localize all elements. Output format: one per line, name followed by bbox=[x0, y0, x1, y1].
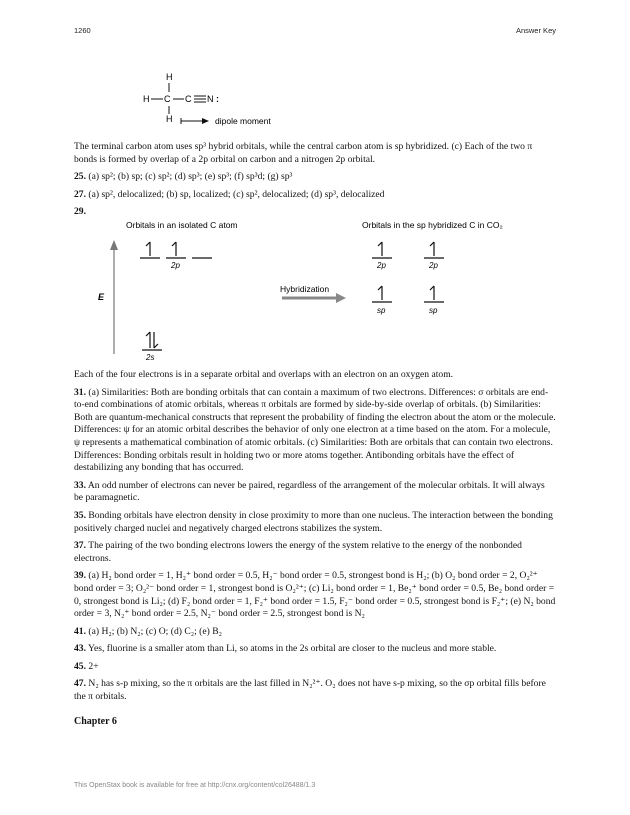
answer-35 bbox=[74, 510, 556, 535]
atom-h-top: H bbox=[166, 72, 173, 82]
answer-text: N₂ has s-p mixing, so the π orbitals are the last filled in N₂²⁺. O₂ does not have s-p mixing, so the σp orbital fills before the π orbitals. bbox=[74, 678, 546, 703]
answer-text: (a) Similarities: Both are bonding orbitals that can contain a maximum of two electrons. Differences: σ orbitals are end-to-end combinations of atomic orbitals, whereas π orbitals are formed by side-by-side overlap of orbitals. (b) Similarities: Both are quantum-mechanical constructs that represent the probability of finding the electron about the atom or the molecule. Differences: ψ for an atomic orbital describes the behavior of only one electron at a time based on the atom. For a molecule, ψ represents a mathematical combination of atomic orbitals. (c) Similarities: Both are orbitals that can contain two electrons. Differences: Bonding orbitals result in holding two or more atoms together. Antibonding orbitals have the effect of destabilizing any bonding that has occurred. bbox=[74, 386, 556, 474]
right-title: Orbitals in the sp hybridized C in CO₂ bbox=[362, 220, 503, 230]
answer-text: (a) H₂ bond order = 1, H₂⁺ bond order = 0.5, H₂⁻ bond order = 0.5, strongest bond is H₂; (b) O₂ bond order = 2, O₂²⁺ bond order = 3; O₂²⁻ bond order = 1, strongest bond is O₂²⁺; (c) Li₂ bond order = 1, Be₂⁺ bond order = 0.5, Be₂ bond order = 0, strongest bond is Li₂; (d) F₂ bond order = 1, F₂⁺ bond order = 1.5, F₂⁻ bond order = 0.5, strongest bond is F₂⁺; (e) N₂ bond order = 3, N₂⁺ bond order = 2.5, N₂⁻ bond order = 2.5, strongest bond is N₂ bbox=[74, 570, 556, 620]
q-number: 31. bbox=[74, 386, 86, 398]
answer-text: (a) sp², delocalized; (b) sp, localized; (c) sp², delocalized; (d) sp³, delocalized bbox=[88, 188, 385, 200]
chapter-heading: Chapter 6 bbox=[74, 715, 117, 727]
answer-text: (a) H₂; (b) N₂; (c) O; (d) C₂; (e) B₂ bbox=[88, 625, 222, 637]
answer-text: 2+ bbox=[88, 660, 99, 672]
answer-25 bbox=[74, 171, 556, 184]
orbital-label-sp: sp bbox=[429, 306, 438, 315]
dipole-label: dipole moment bbox=[215, 116, 271, 126]
answer-text: An odd number of electrons can never be paired, regardless of the arrangement of the molecular orbitals. It will always be paramagnetic. bbox=[74, 479, 545, 504]
page-number: 1260 bbox=[74, 26, 91, 35]
q-number: 35. bbox=[74, 509, 86, 521]
orbital-label-2p: 2p bbox=[429, 261, 438, 270]
answer-45 bbox=[74, 661, 556, 674]
energy-label: E bbox=[98, 292, 105, 302]
answer-29-caption: Each of the four electrons is in a separate orbital and overlaps with an electron on an oxygen atom. bbox=[74, 369, 454, 380]
q-number: 45. bbox=[74, 660, 86, 672]
answer-43 bbox=[74, 643, 556, 656]
answer-39 bbox=[74, 570, 556, 620]
answer-text: The pairing of the two bonding electrons lowers the energy of the system relative to the energy of the nonbonded electrons. bbox=[74, 540, 522, 564]
orbital-label-2p: 2p bbox=[377, 261, 386, 270]
q-number: 47. bbox=[74, 678, 86, 690]
answer-47 bbox=[74, 678, 556, 703]
energy-arrow-icon bbox=[110, 240, 118, 250]
q-number: 41. bbox=[74, 625, 86, 637]
orbital-diagram bbox=[74, 216, 556, 366]
atom-h-left: H bbox=[143, 94, 150, 104]
answer-31 bbox=[74, 387, 556, 475]
q-number: 39. bbox=[74, 570, 86, 582]
q-number: 25. bbox=[74, 171, 86, 183]
q-number: 37. bbox=[74, 540, 86, 552]
lone-pair: : bbox=[216, 94, 219, 104]
answer-41 bbox=[74, 626, 556, 639]
atom-n: N bbox=[207, 94, 214, 104]
answer-text: Yes, fluorine is a smaller atom than Li, so atoms in the 2s orbital are closer to the nucleus and more stable. bbox=[88, 643, 497, 655]
arrow-right-icon bbox=[336, 293, 346, 303]
answer-37 bbox=[74, 540, 556, 565]
answer-23b: The terminal carbon atom uses sp³ hybrid orbitals, while the central carbon atom is sp hybridized. (c) Each of the two π bonds is formed by overlap of a 2p orbital on carbon and a nitrogen 2p orbital. bbox=[74, 141, 533, 165]
q-number: 27. bbox=[74, 188, 86, 200]
left-title: Orbitals in an isolated C atom bbox=[126, 220, 238, 230]
hybridization-label: Hybridization bbox=[280, 284, 330, 294]
answer-text: (a) sp²; (b) sp; (c) sp²; (d) sp³; (e) sp³; (f) sp³d; (g) sp³ bbox=[88, 171, 293, 183]
atom-h-bottom: H bbox=[166, 114, 173, 124]
q-number: 43. bbox=[74, 643, 86, 655]
q-number: 33. bbox=[74, 479, 86, 491]
lewis-structure-figure bbox=[130, 68, 290, 130]
orbital-label-sp: sp bbox=[377, 306, 386, 315]
orbital-label-2s: 2s bbox=[146, 353, 155, 362]
atom-c-central: C bbox=[164, 94, 171, 104]
section-title: Answer Key bbox=[515, 26, 556, 35]
answer-33 bbox=[74, 480, 556, 505]
footer-note: This OpenStax book is available for free at http://cnx.org/content/col26488/1.3 bbox=[74, 782, 316, 789]
answer-27 bbox=[74, 189, 556, 202]
answer-text: Bonding orbitals have electron density in close proximity to more than one nucleus. The interaction between the bonding positively charged nuclei and negatively charged electrons stabilizes the system. bbox=[74, 509, 553, 534]
orbital-label-2p: 2p bbox=[171, 261, 180, 270]
answer-29-number: 29. bbox=[74, 206, 86, 218]
atom-c-terminal: C bbox=[185, 94, 192, 104]
